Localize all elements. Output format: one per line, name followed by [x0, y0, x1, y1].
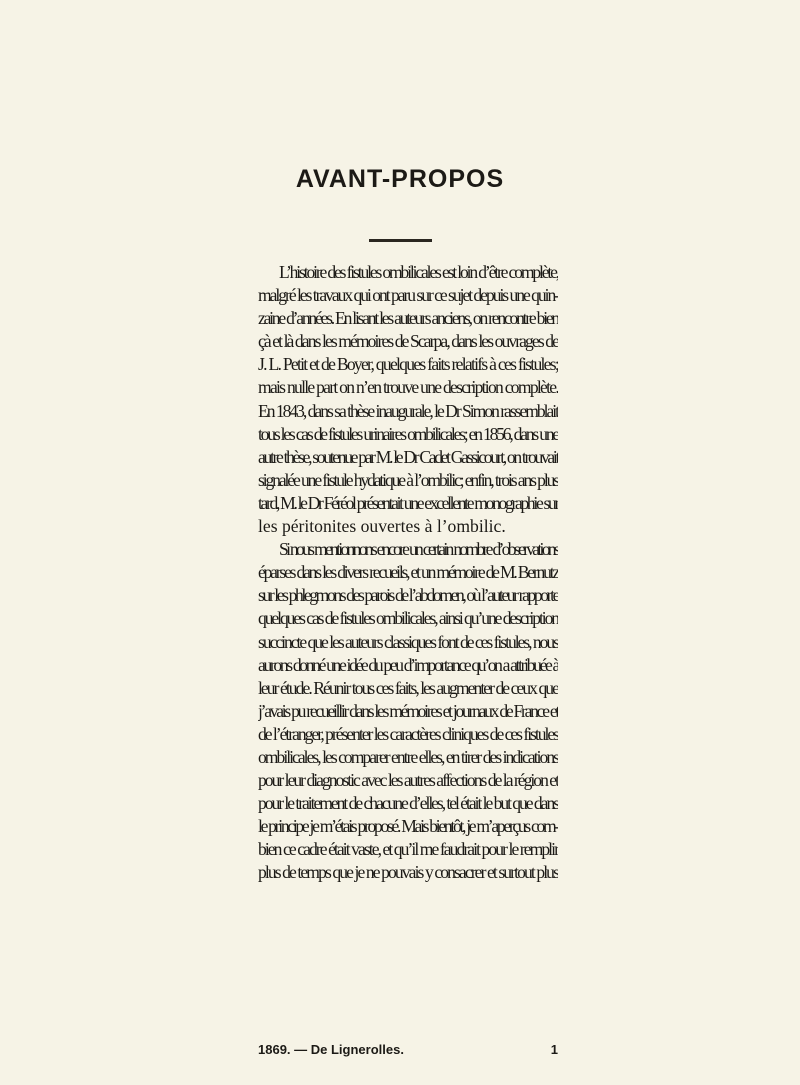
text-line: L’histoire des fistules ombilicales est loin d’être complète,	[279, 262, 558, 282]
text-line: tard, M. le Dr Féréol présentait une excellente monographie sur	[258, 492, 558, 513]
text-line: leur étude. Réunir tous ces faits, les augmenter de ceux que	[258, 677, 558, 698]
text-line: malgré les travaux qui ont paru sur ce sujet depuis une quin-	[258, 285, 558, 306]
text-line: plus de temps que je ne pouvais y consacrer et surtout plus	[258, 862, 558, 883]
text-line: ombilicales, les comparer entre elles, en tirer des indications	[258, 746, 558, 767]
page-title: AVANT-PROPOS	[295, 165, 505, 193]
text-line: mais nulle part on n’en trouve une description complète.	[258, 377, 558, 398]
text-line: çà et là dans les mémoires de Scarpa, dans les ouvrages de	[258, 331, 558, 352]
text-line: autre thèse, soutenue par M. le Dr Cadet Gassicourt, on trouvait	[258, 446, 558, 467]
text-line: J. L. Petit et de Boyer, quelques faits relatifs à ces fistules;	[258, 354, 558, 375]
text-line: pour le traitement de chacune d’elles, tel était le but que dans	[258, 793, 558, 814]
text-line: éparses dans les divers recueils, et un mémoire de M. Bernutz	[258, 562, 558, 583]
text-line: succincte que les auteurs classiques font de ces fistules, nous	[258, 631, 558, 652]
text-line: En 1843, dans sa thèse inaugurale, le Dr Simon rassemblait	[258, 400, 558, 421]
text-line: Si nous mentionnons encore un certain nombre d’observations	[279, 539, 558, 560]
text-line: le principe je m’étais proposé. Mais bientôt, je m’aperçus com-	[258, 816, 558, 837]
text-line: les péritonites ouvertes à l’ombilic.	[258, 516, 506, 537]
paragraph-2	[258, 538, 558, 884]
text-line: bien ce cadre était vaste, et qu’il me faudrait pour le remplir	[258, 839, 558, 860]
text-line: tous les cas de fistules urinaires ombilicales; en 1856, dans une	[258, 423, 558, 444]
text-line: sur les phlegmons des parois de l’abdomen, où l’auteur rapporte	[258, 585, 558, 606]
page-footer	[258, 1042, 558, 1058]
printer-signature: 1869. — De Lignerolles.	[258, 1042, 404, 1057]
text-line: quelques cas de fistules ombilicales, ainsi qu’une description	[258, 608, 558, 629]
text-line: de l’étranger, présenter les caractères cliniques de ces fistules	[258, 723, 558, 744]
sheet-number: 1	[550, 1042, 558, 1057]
text-line: aurons donné une idée du peu d’importance qu’on a attribuée à	[258, 654, 558, 675]
body-text	[258, 261, 558, 885]
title-rule	[369, 239, 432, 242]
text-line: signalée une fistule hydatique à l’ombilic; enfin, trois ans plus	[258, 469, 558, 490]
text-line: pour leur diagnostic avec les autres affections de la région et	[258, 770, 558, 791]
text-line: zaine d’années. En lisant les auteurs anciens, on rencontre bien	[258, 308, 558, 329]
text-line: j’avais pu recueillir dans les mémoires et journaux de France et	[258, 700, 558, 721]
paragraph-1	[258, 261, 558, 538]
